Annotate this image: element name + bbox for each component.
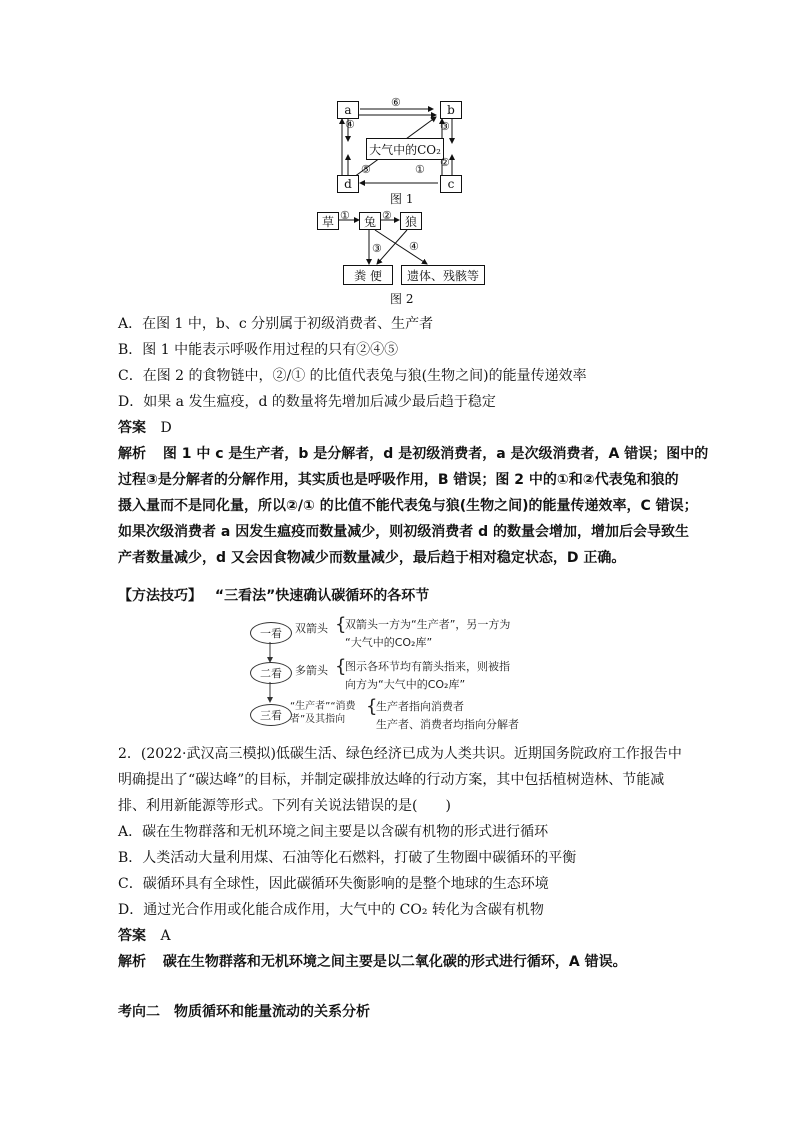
node-b: b (440, 101, 462, 119)
method-title: “三看法”快速确认碳循环的各环节 (214, 588, 430, 604)
oval-step-1: 一看 (250, 622, 292, 644)
arrow-label-4: ④ (345, 118, 355, 131)
q2-option-c: C．碳循环具有全球性，因此碳循环失衡影响的是整个地球的生态环境 (118, 876, 549, 892)
node-a: a (337, 101, 359, 119)
brace-2: { (335, 656, 347, 677)
q2-analysis-label: 解析 (118, 954, 146, 970)
q2-option-a: A．碳在生物群落和无机环境之间主要是以含碳有机物的形式进行循环 (118, 824, 549, 840)
q2-option-d: D．通过光合作用或化能合成作用，大气中的 CO₂ 转化为含碳有机物 (118, 902, 544, 918)
q1-analysis-line-1: 解析 图 1 中 c 是生产者，b 是分解者，d 是初级消费者，a 是次级消费者，A 错误；图中的 (118, 446, 709, 462)
q2-stem-line-3: 排、利用新能源等形式。下列有关说法错误的是( ) (118, 798, 451, 814)
q2-option-b: B．人类活动大量利用煤、石油等化石燃料，打破了生物圈中碳循环的平衡 (118, 850, 577, 866)
q1-analysis-line-5: 产者数量减少，d 又会因食物减少而数量减少，最后趋于相对稳定状态，D 正确。 (118, 550, 626, 566)
q2-analysis: 碳在生物群落和无机环境之间主要是以二氧化碳的形式进行循环，A 错误。 (162, 954, 627, 970)
q1-option-b: B．图 1 中能表示呼吸作用过程的只有②④⑤ (118, 342, 399, 358)
section-heading: 考向二 物质循环和能量流动的关系分析 (118, 1004, 370, 1020)
brace-1: { (335, 614, 347, 635)
q2-stem-line-1: 2．(2022·武汉高三模拟)低碳生活、绿色经济已成为人类共识。近期国务院政府工作报告中 (118, 746, 682, 762)
q1-analysis-line-3: 摄入量而不是同化量，所以②/① 的比值不能代表兔与狼(生物之间)的能量传递效率，C 错误； (118, 498, 698, 514)
oval-step-2: 二看 (250, 662, 292, 684)
step-2-line-2: 向方为“大气中的CO₂库” (345, 678, 466, 691)
arrow-label-6: ⑥ (391, 96, 401, 109)
arrow-label-2: ② (440, 156, 450, 169)
q2-answer-label: 答案 (118, 928, 146, 944)
node-c: c (440, 175, 462, 193)
step-3-key: “生产者”“消费者”及其指向 (290, 701, 356, 725)
node-feces: 粪 便 (343, 265, 393, 285)
step-2-key: 多箭头 (295, 664, 328, 677)
step-1-line-2: “大气中的CO₂库” (345, 636, 433, 649)
f2-arrow-label-4: ④ (409, 240, 419, 253)
q2-analysis-row (118, 952, 627, 972)
q1-answer-row (118, 418, 172, 438)
q1-analysis-line-4: 如果次级消费者 a 因发生瘟疫而数量减少，则初级消费者 d 的数量会增加，增加后会导致生 (118, 524, 689, 540)
q2-stem-line-2: 明确提出了“碳达峰”的目标，并制定碳排放达峰的行动方案，其中包括植树造林、节能减 (118, 772, 665, 788)
step-3-line-2: 生产者、消费者均指向分解者 (376, 718, 519, 731)
figure-1-caption: 图 1 (390, 192, 414, 206)
step-1-line-1: 双箭头一方为“生产者”，另一方为 (345, 618, 511, 631)
method-tag: 【方法技巧】 (118, 588, 202, 604)
node-grass: 草 (317, 212, 339, 230)
q1-answer-label: 答案 (118, 420, 146, 436)
node-d: d (337, 175, 359, 193)
q1-analysis-line-2: 过程③是分解者的分解作用，其实质也是呼吸作用，B 错误；图 2 中的①和②代表兔和狼的 (118, 472, 679, 488)
q1-analysis-label: 解析 (118, 446, 146, 462)
arrow-label-3: ③ (440, 120, 450, 133)
step-3-line-1: 生产者指向消费者 (376, 700, 464, 713)
f2-arrow-label-2: ② (382, 209, 392, 222)
arrow-label-1: ① (415, 163, 425, 176)
node-wolf: 狼 (400, 212, 422, 230)
step-2-line-1: 图示各环节均有箭头指来，则被指 (345, 660, 510, 673)
node-remains: 遗体、残骸等 (401, 265, 485, 285)
q2-answer: A (160, 928, 171, 944)
figure-2-caption: 图 2 (390, 292, 414, 306)
q1-option-c: C．在图 2 的食物链中，②/① 的比值代表兔与狼(生物之间)的能量传递效率 (118, 368, 587, 384)
q2-answer-row (118, 926, 171, 946)
oval-step-3: 三看 (250, 704, 292, 726)
node-rabbit: 兔 (359, 212, 381, 230)
f2-arrow-label-3: ③ (372, 242, 382, 255)
node-co2: 大气中的CO₂ (366, 138, 444, 160)
q1-option-d: D．如果 a 发生瘟疫，d 的数量将先增加后减少最后趋于稳定 (118, 394, 496, 410)
brace-3: { (366, 696, 378, 717)
method-heading (118, 586, 429, 606)
step-1-key: 双箭头 (295, 622, 328, 635)
arrow-label-5: ⑤ (361, 163, 371, 176)
q1-answer: D (160, 420, 172, 436)
f2-arrow-label-1: ① (340, 209, 350, 222)
q1-option-a: A．在图 1 中，b、c 分别属于初级消费者、生产者 (118, 316, 434, 332)
